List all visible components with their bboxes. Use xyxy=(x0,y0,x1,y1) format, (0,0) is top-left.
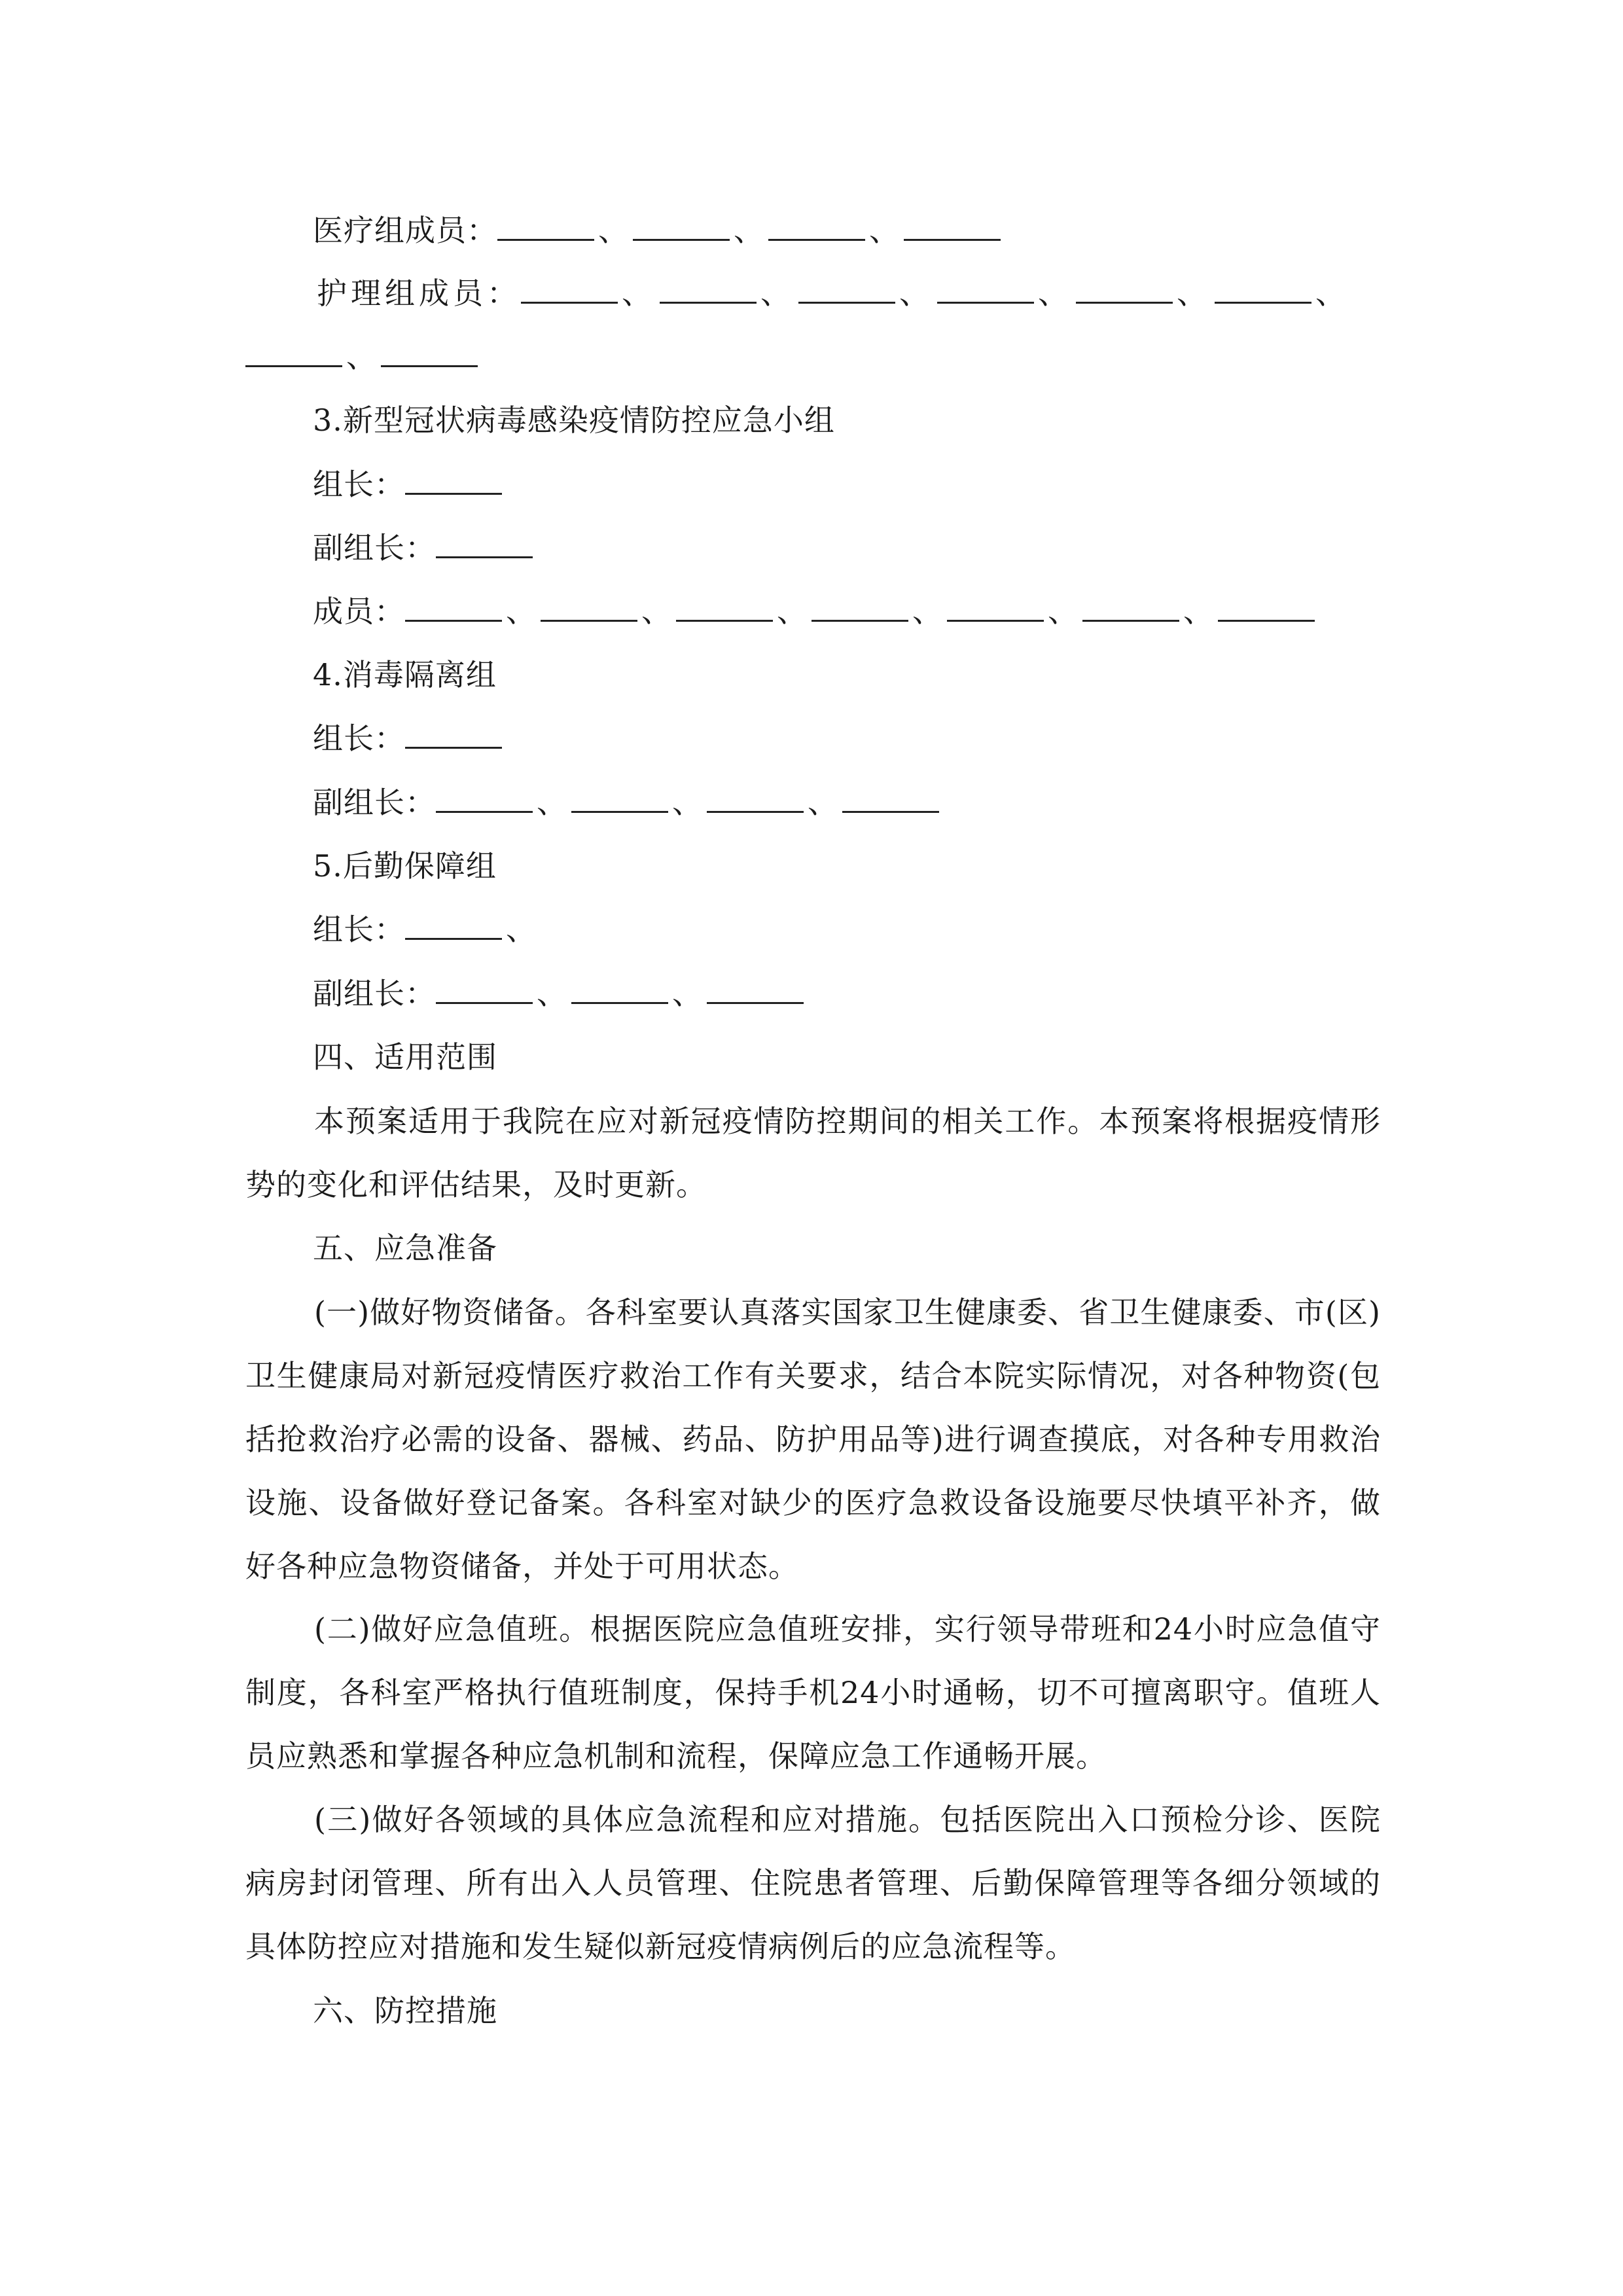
blank-field xyxy=(1076,276,1173,304)
blank-field xyxy=(707,785,804,813)
blank-field xyxy=(904,213,1001,241)
medical-members-label: 医疗组成员： xyxy=(313,213,497,248)
group3-members-line: 成员： 、 、 、 、 、 、 xyxy=(313,592,1319,631)
blank-field xyxy=(1218,594,1315,622)
nursing-members-line-cont: 、 xyxy=(245,337,482,376)
medical-members-line: 医疗组成员： 、 、 、 xyxy=(313,211,1005,250)
section5-item2: (二)做好应急值班。根据医院应急值班安排，实行领导带班和24小时应急值守制度，各科室严格执行值班制度，保持手机24小时通畅，切不可擅离职守。值班人员应熟悉和掌握各种应急机制和流程，保障应急工作通畅开展。 xyxy=(245,1611,1381,1774)
group4-deputy-line: 副组长： 、 、 、 xyxy=(313,783,943,822)
blank-field xyxy=(633,213,730,241)
blank-field xyxy=(707,976,804,1004)
blank-field xyxy=(521,276,618,304)
section4-body: 本预案适用于我院在应对新冠疫情防控期间的相关工作。本预案将根据疫情形势的变化和评估结果，及时更新。 xyxy=(245,1103,1381,1202)
nursing-members-line: 护理组成员： 、 、 、 、 、 、 xyxy=(317,276,1349,311)
blank-field xyxy=(245,339,342,367)
nursing-members-label: 护理组成员： xyxy=(317,276,521,311)
blank-field xyxy=(405,594,502,622)
group3-deputy-line: 副组长： xyxy=(313,528,537,567)
blank-field xyxy=(436,785,533,813)
blank-field xyxy=(1215,276,1311,304)
blank-field xyxy=(676,594,773,622)
blank-field xyxy=(947,594,1044,622)
blank-field xyxy=(660,276,757,304)
section5-heading: 五、应急准备 xyxy=(313,1230,497,1266)
blank-field xyxy=(405,467,502,495)
group5-leader-line: 组长： 、 xyxy=(313,912,537,947)
group5-deputy-line: 副组长： 、 、 xyxy=(313,974,808,1013)
section4-heading: 四、适用范围 xyxy=(313,1039,497,1075)
blank-field xyxy=(436,976,533,1004)
section6-heading: 六、防控措施 xyxy=(313,1993,497,2028)
blank-field xyxy=(436,530,533,558)
group3-leader-line: 组长： xyxy=(313,465,506,504)
blank-field xyxy=(842,785,939,813)
blank-field xyxy=(768,213,865,241)
blank-field xyxy=(1082,594,1179,622)
blank-field xyxy=(405,721,502,749)
blank-field xyxy=(937,276,1034,304)
blank-field xyxy=(798,276,895,304)
section5-item3: (三)做好各领域的具体应急流程和应对措施。包括医院出入口预检分诊、医院病房封闭管理、所有出入人员管理、住院患者管理、后勤保障管理等各细分领域的具体防控应对措施和发生疑似新冠疫情病例后的应急流程等。 xyxy=(245,1802,1381,1964)
blank-field xyxy=(497,213,594,241)
blank-field xyxy=(571,976,668,1004)
blank-field xyxy=(405,912,502,940)
group4-title: 4.消毒隔离组 xyxy=(313,657,497,692)
blank-field xyxy=(381,339,478,367)
group3-title: 3.新型冠状病毒感染疫情防控应急小组 xyxy=(313,403,835,438)
blank-field xyxy=(541,594,637,622)
blank-field xyxy=(571,785,668,813)
group5-title: 5.后勤保障组 xyxy=(313,848,497,884)
blank-field xyxy=(812,594,908,622)
group4-leader-line: 组长： xyxy=(313,719,506,758)
section5-item1: (一)做好物资储备。各科室要认真落实国家卫生健康委、省卫生健康委、市(区)卫生健康局对新冠疫情医疗救治工作有关要求，结合本院实际情况，对各种物资(包括抢救治疗必需的设备、器械、药品、防护用品等)进行调查摸底，对各种专用救治设施、设备做好登记备案。各科室对缺少的医疗急救设备设施要尽快填平补齐，做好各种应急物资储备，并处于可用状态。 xyxy=(245,1295,1381,1584)
